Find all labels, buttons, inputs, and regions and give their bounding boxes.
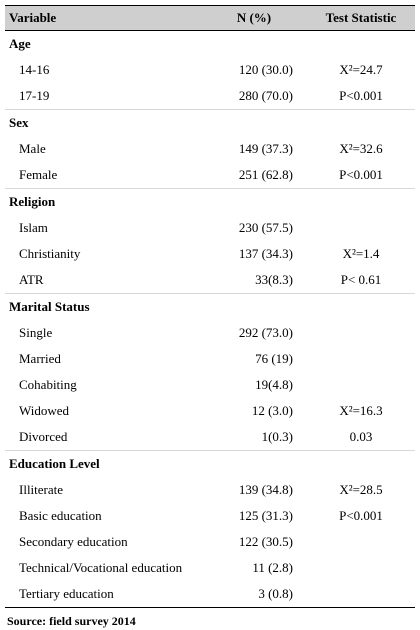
row-n-percent: 125 (31.3) bbox=[238, 508, 293, 523]
table-row bbox=[5, 346, 415, 372]
row-n-percent: 139 (34.8) bbox=[238, 482, 293, 497]
table-row bbox=[5, 136, 415, 162]
header-variable: Variable bbox=[5, 6, 201, 31]
table-row bbox=[5, 267, 415, 294]
row-n-percent: 76 (19) bbox=[255, 351, 293, 366]
row-n-percent: 137 (34.3) bbox=[238, 246, 293, 261]
table-row bbox=[5, 503, 415, 529]
table-row bbox=[5, 398, 415, 424]
row-test-statistic: P<0.001 bbox=[339, 167, 383, 182]
row-test-statistic: X²=1.4 bbox=[342, 246, 380, 261]
row-label: Female bbox=[19, 167, 58, 182]
group-title: Religion bbox=[5, 189, 415, 216]
row-n-percent: 122 (30.5) bbox=[238, 534, 293, 549]
row-test-statistic bbox=[307, 529, 415, 555]
group-title: Education Level bbox=[5, 451, 415, 478]
row-test-statistic bbox=[307, 372, 415, 398]
row-n-percent: 33(8.3) bbox=[255, 272, 293, 287]
table-row bbox=[5, 477, 415, 503]
source-note: Source: field survey 2014 bbox=[7, 614, 136, 628]
row-label: Widowed bbox=[19, 403, 70, 418]
table-row bbox=[5, 372, 415, 398]
table-row bbox=[5, 320, 415, 346]
group-title: Sex bbox=[5, 110, 415, 137]
row-label: Single bbox=[19, 325, 53, 340]
table-row bbox=[5, 581, 415, 608]
table-row bbox=[5, 241, 415, 267]
table-row bbox=[5, 215, 415, 241]
group-title: Age bbox=[9, 36, 31, 51]
row-n-percent: 11 (2.8) bbox=[252, 560, 293, 575]
table-row bbox=[5, 83, 415, 110]
group-header-row bbox=[5, 110, 415, 137]
row-label: ATR bbox=[19, 272, 44, 287]
row-n-percent: 251 (62.8) bbox=[238, 167, 293, 182]
row-n-percent: 280 (70.0) bbox=[238, 88, 293, 103]
row-n-percent: 1(0.3) bbox=[261, 429, 293, 444]
table-row bbox=[5, 424, 415, 451]
row-label: Islam bbox=[19, 220, 48, 235]
row-test-statistic bbox=[307, 320, 415, 346]
demographics-table bbox=[5, 5, 415, 608]
table-header bbox=[5, 6, 415, 31]
header-n-percent: N (%) bbox=[201, 6, 307, 31]
row-n-percent: 3 (0.8) bbox=[201, 581, 307, 608]
row-label: Technical/Vocational education bbox=[19, 560, 183, 575]
row-n-percent: 12 (3.0) bbox=[251, 403, 293, 418]
table-body bbox=[5, 31, 415, 608]
row-test-statistic bbox=[307, 346, 415, 372]
row-label: Tertiary education bbox=[5, 581, 201, 608]
group-title: Marital Status bbox=[5, 294, 415, 321]
group-header-row bbox=[5, 294, 415, 321]
header-row bbox=[5, 6, 415, 31]
row-test-statistic: X²=28.5 bbox=[339, 482, 383, 497]
row-n-percent: 19(4.8) bbox=[255, 377, 293, 392]
row-test-statistic: P< 0.61 bbox=[340, 272, 382, 287]
row-label: Male bbox=[19, 141, 46, 156]
row-test-statistic: X²=32.6 bbox=[339, 141, 383, 156]
row-test-statistic: 0.03 bbox=[349, 429, 373, 444]
row-label: 17-19 bbox=[19, 88, 50, 103]
row-label: Illiterate bbox=[19, 482, 64, 497]
row-label: 14-16 bbox=[19, 62, 50, 77]
row-test-statistic bbox=[307, 215, 415, 241]
row-label: Married bbox=[19, 351, 61, 366]
row-label: Christianity bbox=[19, 246, 81, 261]
row-label: Divorced bbox=[19, 429, 68, 444]
row-n-percent: 149 (37.3) bbox=[238, 141, 293, 156]
group-header-row bbox=[5, 31, 415, 58]
header-test-statistic: Test Statistic bbox=[307, 6, 415, 31]
group-header-row bbox=[5, 189, 415, 216]
row-label: Cohabiting bbox=[19, 377, 77, 392]
row-test-statistic bbox=[307, 581, 415, 608]
row-test-statistic: P<0.001 bbox=[339, 88, 383, 103]
table-row bbox=[5, 57, 415, 83]
row-test-statistic: X²=16.3 bbox=[339, 403, 383, 418]
row-label: Basic education bbox=[19, 508, 102, 523]
row-n-percent: 292 (73.0) bbox=[238, 325, 293, 340]
row-n-percent: 230 (57.5) bbox=[238, 220, 293, 235]
table-row bbox=[5, 162, 415, 189]
row-label: Secondary education bbox=[19, 534, 128, 549]
table-row bbox=[5, 555, 415, 581]
row-test-statistic: P<0.001 bbox=[339, 508, 383, 523]
table-container bbox=[5, 5, 415, 629]
row-n-percent: 120 (30.0) bbox=[238, 62, 293, 77]
row-test-statistic bbox=[307, 555, 415, 581]
group-header-row bbox=[5, 451, 415, 478]
table-row bbox=[5, 529, 415, 555]
row-test-statistic: X²=24.7 bbox=[339, 62, 383, 77]
